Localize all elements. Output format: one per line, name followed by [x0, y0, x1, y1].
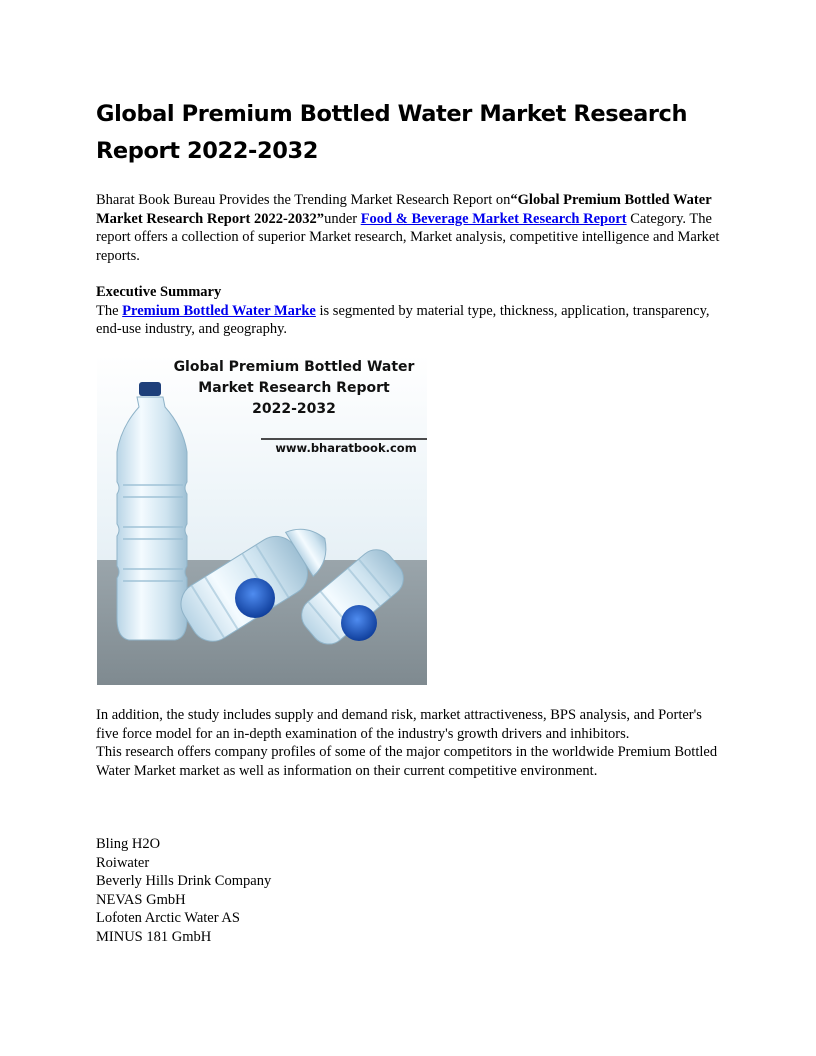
executive-summary — [96, 283, 720, 339]
list-item: Roiwater — [96, 854, 150, 871]
page-title: Global Premium Bottled Water Market Research Report 2022-2032 — [96, 101, 688, 164]
cap-back — [341, 605, 377, 641]
executive-summary-heading: Executive Summary — [96, 284, 222, 300]
bottles-illustration — [97, 355, 427, 685]
cap-front — [235, 578, 275, 618]
exec-prefix: The — [96, 302, 123, 319]
hero-image — [97, 355, 427, 685]
list-item: MINUS 181 GmbH — [96, 928, 212, 945]
hero-title-line2: Market Research Report — [198, 380, 390, 396]
intro-paragraph — [96, 191, 720, 265]
list-item: Bling H2O — [96, 836, 161, 852]
intro-under: under — [324, 210, 361, 227]
report-name: “Global Premium Bottled Water Market Research Report 2022-2032” — [96, 192, 712, 227]
analysis-paragraph: In addition, the study includes supply and demand risk, market attractiveness, BPS analysis, and Porter's five force model for an in-depth examination of the industry's growth drivers and inhibitors. — [96, 707, 702, 742]
analysis-section — [96, 706, 720, 780]
company-profiles-paragraph: This research offers company profiles of some of the major competitors in the worldwide Premium Bottled Water Market market as well as information on their current competitive environment. — [96, 744, 718, 779]
category-link[interactable]: Food & Beverage Market Research Report — [360, 210, 627, 227]
list-item: Beverly Hills Drink Company — [96, 873, 272, 889]
market-link[interactable]: Premium Bottled Water Marke — [122, 302, 316, 319]
intro-lead: Bharat Book Bureau Provides the Trending Market Research Report on — [96, 192, 511, 208]
list-item: NEVAS GmbH — [96, 891, 186, 908]
hero-website: www.bharatbook.com — [275, 441, 417, 455]
hero-title-line3: 2022-2032 — [252, 401, 336, 417]
exec-suffix: is segmented by material type, thickness, application, transparency, end-use industry, and geography. — [96, 302, 710, 337]
company-list — [96, 835, 720, 946]
list-item: Lofoten Arctic Water AS — [96, 910, 240, 926]
hero-title-line1: Global Premium Bottled Water — [173, 359, 415, 375]
intro-tail: Category. The report offers a collection of superior Market research, Market analysis, competitive intelligence and Market reports. — [96, 210, 720, 264]
